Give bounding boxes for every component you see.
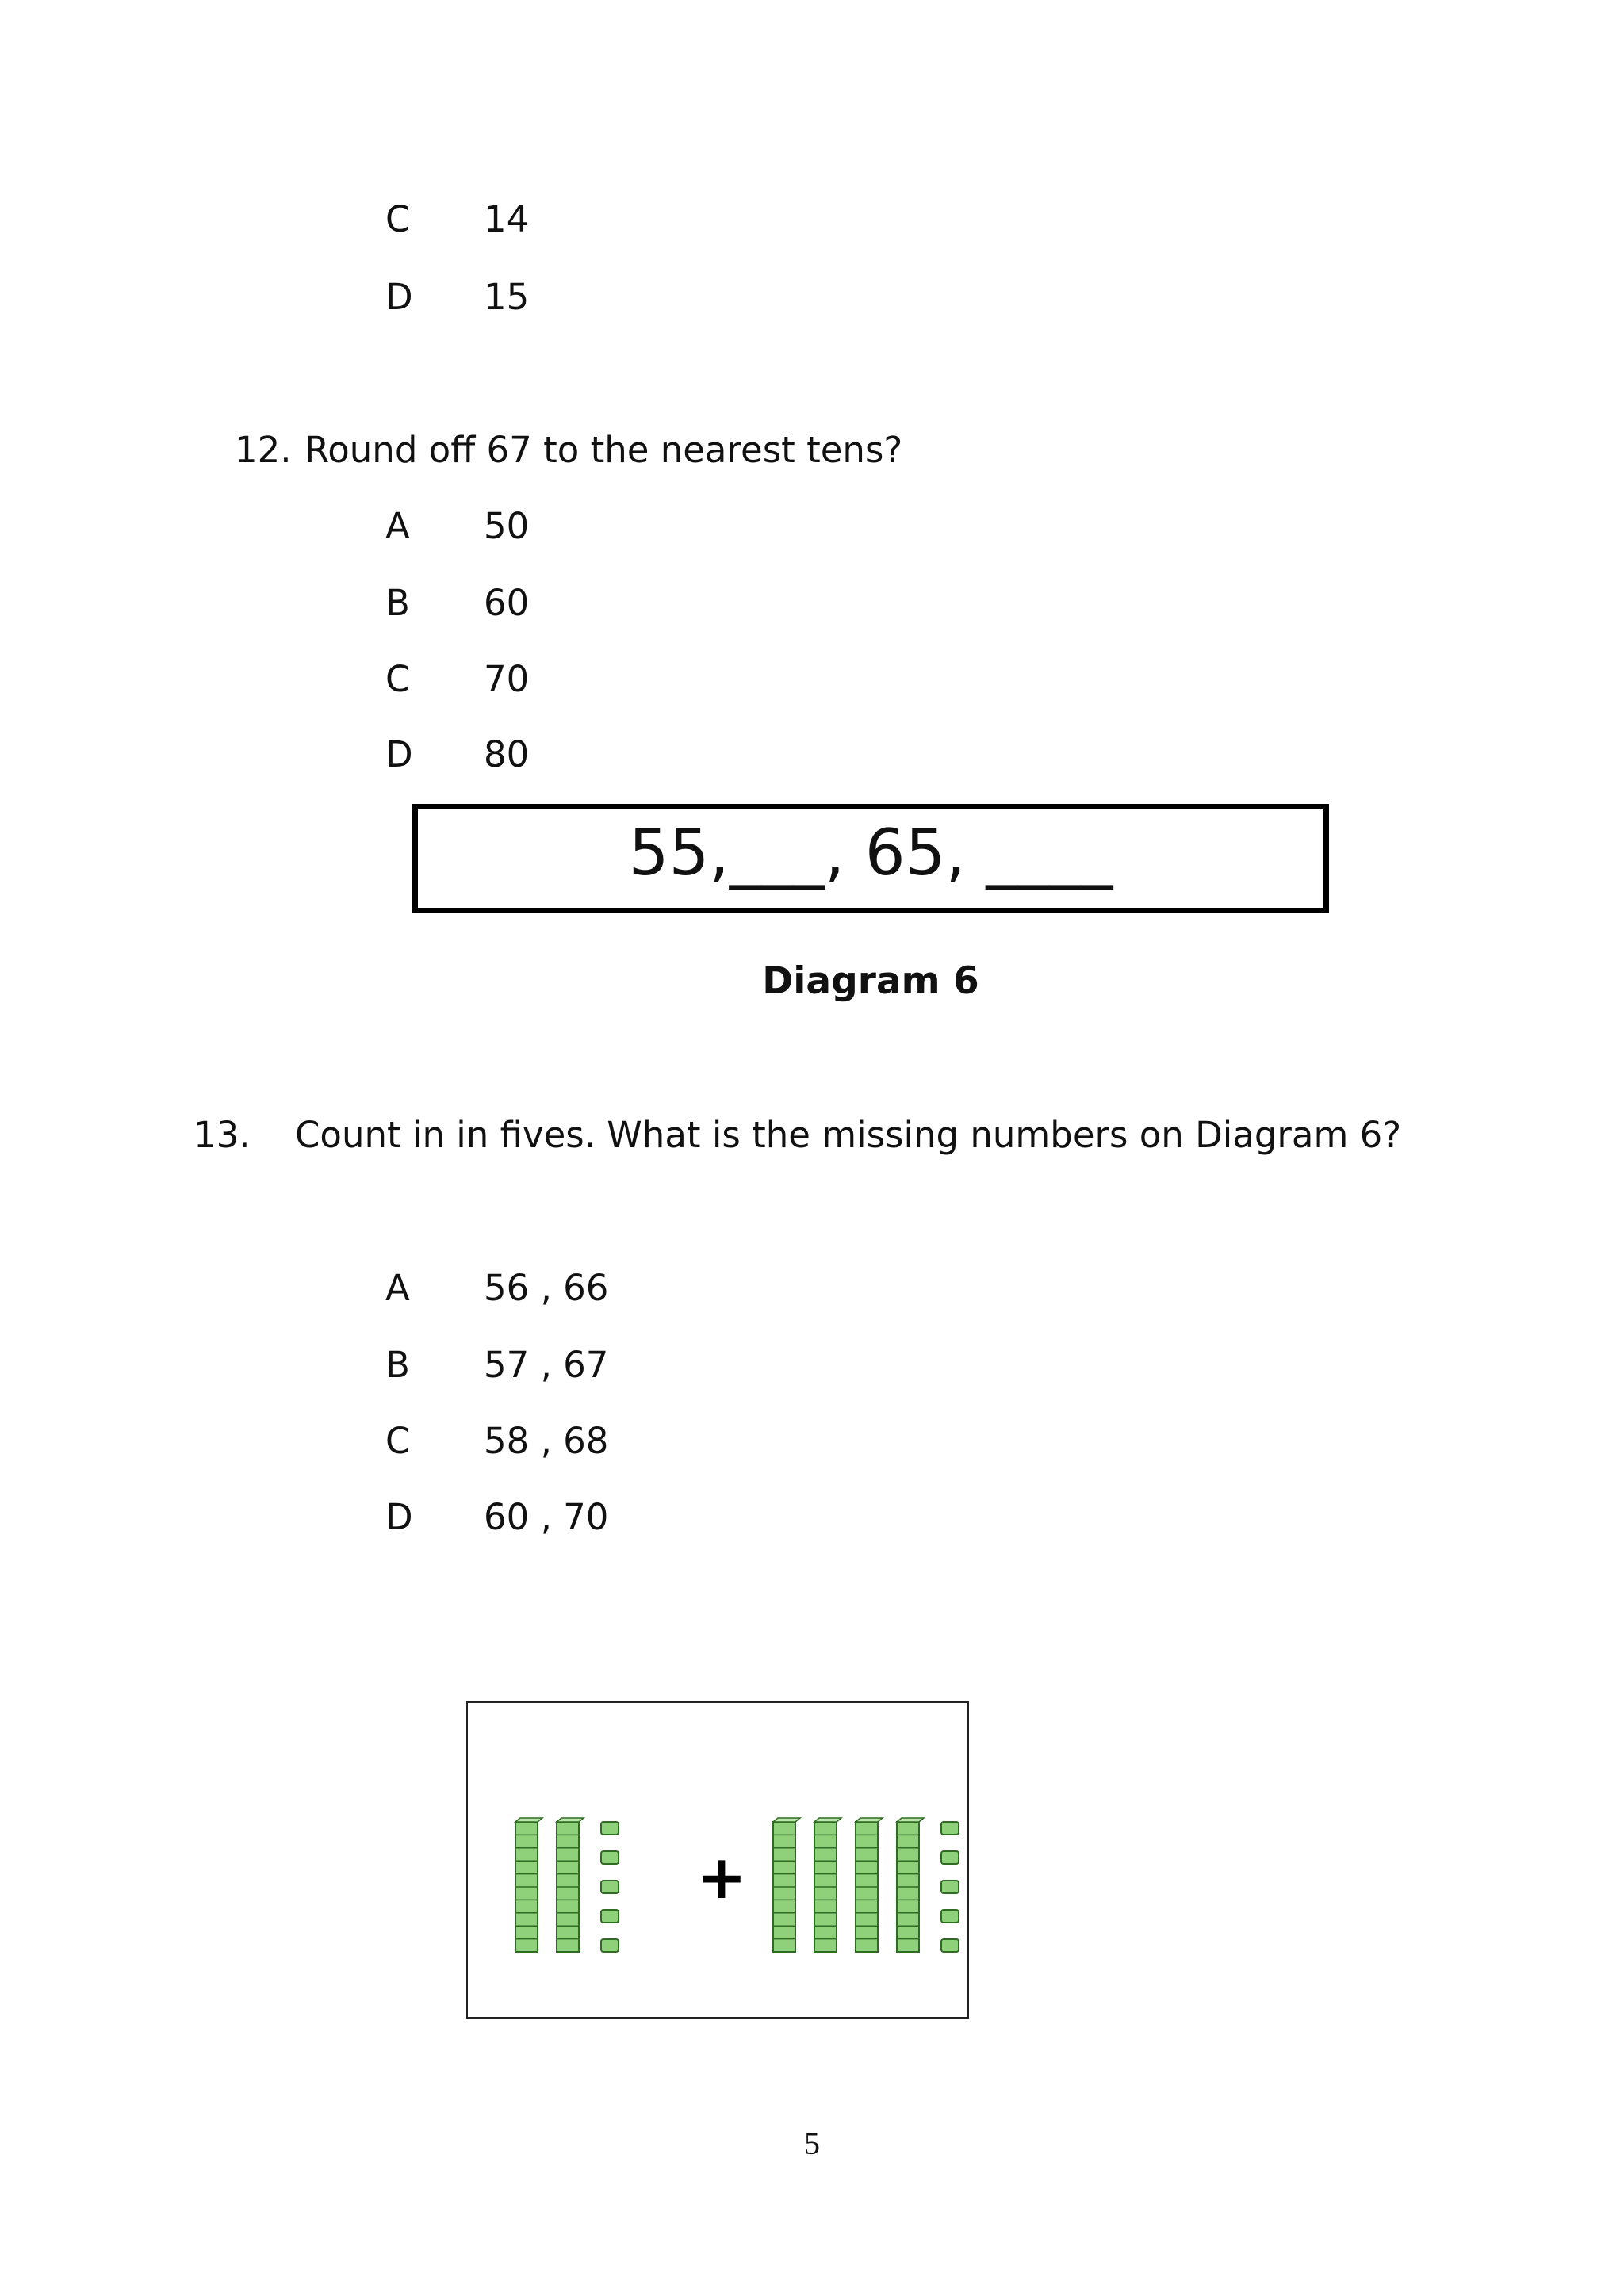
q12-option-c-letter: C [385,658,411,700]
q13-option-d-letter: D [385,1496,413,1538]
q12-option-d-value: 80 [484,733,530,775]
left-ten-rod [557,1818,584,1952]
right-ten-rod [773,1818,800,1952]
base-ten-blocks-drawing [468,1703,967,2017]
left-ten-rod [515,1818,542,1952]
right-ten-rod [897,1818,924,1952]
right-one-cube [941,1822,959,1835]
left-one-cube [601,1822,619,1835]
left-one-cube [601,1881,619,1893]
q12-option-a-letter: A [385,505,410,547]
plus-sign: + [696,1842,747,1912]
base-ten-blocks-figure [466,1701,969,2019]
q11-option-c-letter: C [385,198,411,240]
right-one-cube [941,1910,959,1923]
diagram6-box [412,804,1329,913]
left-blocks-group [515,1818,619,1952]
q13-option-c-value: 58 , 68 [484,1420,609,1462]
q13-option-c-letter: C [385,1420,411,1462]
q13-number: 13. [193,1114,251,1156]
right-ten-rod [814,1818,841,1952]
q13-option-a-value: 56 , 66 [484,1267,609,1309]
right-ten-rod [856,1818,883,1952]
left-one-cube [601,1939,619,1952]
q13-text: Count in in fives. What is the missing numbers on Diagram 6? [295,1114,1402,1156]
q11-option-d-value: 15 [484,276,530,318]
right-one-cube [941,1851,959,1864]
q12-option-c-value: 70 [484,658,530,700]
right-one-cube [941,1881,959,1893]
q11-option-d-letter: D [385,276,413,318]
q13-option-d-value: 60 , 70 [484,1496,609,1538]
page-number: 5 [804,2126,820,2161]
q12-text: Round off 67 to the nearest tens? [304,429,903,471]
left-one-cube [601,1851,619,1864]
q13-option-b-letter: B [385,1344,410,1386]
q12-option-a-value: 50 [484,505,530,547]
right-blocks-group [773,1818,959,1952]
diagram6-sequence: 55,___, 65, ____ [628,816,1113,890]
q12-option-b-value: 60 [484,582,530,624]
q13-option-b-value: 57 , 67 [484,1344,609,1386]
q12-option-d-letter: D [385,733,413,775]
q13-option-a-letter: A [385,1267,410,1309]
diagram6-caption: Diagram 6 [762,959,979,1003]
q12-number: 12. [235,429,292,471]
q12-option-b-letter: B [385,582,410,624]
right-one-cube [941,1939,959,1952]
q11-option-c-value: 14 [484,198,530,240]
left-one-cube [601,1910,619,1923]
